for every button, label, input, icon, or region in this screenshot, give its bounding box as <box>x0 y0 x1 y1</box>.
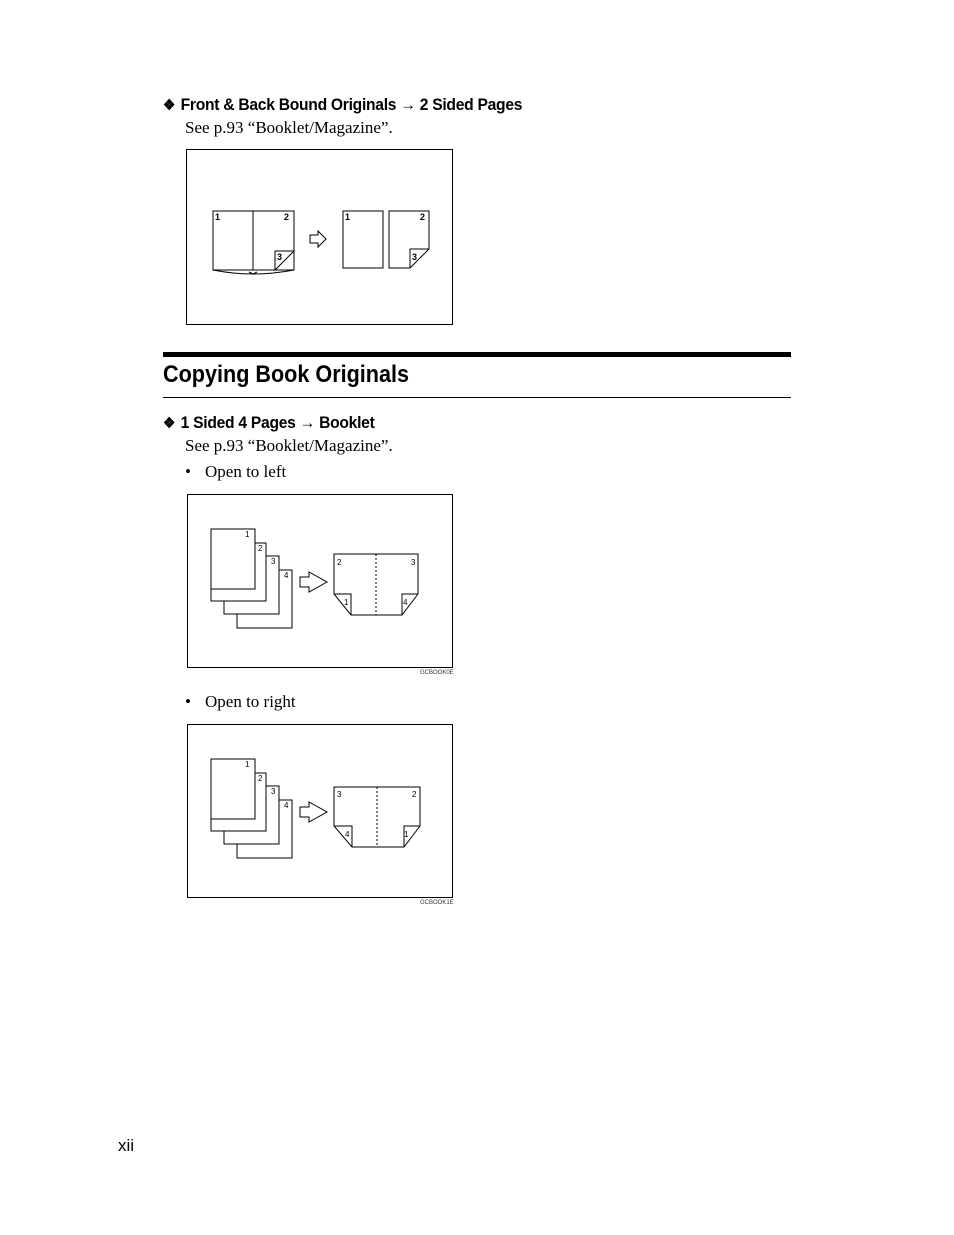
stack-page-4: 4 <box>284 571 289 580</box>
subheading-front-back-bound <box>163 95 522 115</box>
open-right-diagram <box>188 725 452 897</box>
booklet-top-right: 2 <box>412 790 417 799</box>
booklet-bottom-left: 1 <box>344 598 349 607</box>
figure-open-to-right <box>187 724 453 898</box>
bound-original-diagram <box>187 150 452 324</box>
book-right-page-number: 2 <box>284 212 290 222</box>
book-left-page-number: 1 <box>215 212 221 222</box>
bullet-open-to-right <box>185 692 296 712</box>
diamond-bullet-icon: ❖ <box>163 415 176 432</box>
reference-text: See p.93 “Booklet/Magazine”. <box>185 118 393 137</box>
bullet-dot: • <box>185 692 191 711</box>
book-back-page-number: 3 <box>277 252 283 262</box>
diamond-bullet-icon: ❖ <box>163 97 176 114</box>
booklet-top-left: 2 <box>337 558 342 567</box>
booklet-top-left: 3 <box>337 790 342 799</box>
stack-page-1: 1 <box>245 760 250 769</box>
bullet-text: Open to right <box>205 692 296 711</box>
bullet-text: Open to left <box>205 462 287 481</box>
figure-code: GCBOOK0E <box>420 670 454 676</box>
figure-bound-to-2sided <box>186 149 453 325</box>
stack-page-3: 3 <box>271 557 276 566</box>
stack-page-1: 1 <box>245 530 250 539</box>
subheading-text: 1 Sided 4 Pages → Booklet <box>180 413 375 432</box>
booklet-bottom-right: 1 <box>404 830 409 839</box>
figure-open-to-left <box>187 494 453 668</box>
open-left-diagram <box>188 495 452 667</box>
figure-code: GCBOOK1E <box>420 900 454 906</box>
section-title: Copying Book Originals <box>163 361 410 388</box>
stack-page-2: 2 <box>258 774 263 783</box>
stack-page-3: 3 <box>271 787 276 796</box>
output-front-page-number: 1 <box>345 212 351 222</box>
output-back-top-number: 2 <box>420 212 426 222</box>
page-number: xii <box>118 1136 135 1155</box>
stack-page-4: 4 <box>284 801 289 810</box>
subheading-1sided-4pages <box>163 413 375 433</box>
output-back-bottom-number: 3 <box>412 252 418 262</box>
heading-bottom-rule <box>163 397 791 398</box>
heading-top-rule <box>163 352 791 357</box>
bullet-dot: • <box>185 462 191 481</box>
subheading-text: Front & Back Bound Originals → 2 Sided Pages <box>180 95 523 114</box>
reference-text: See p.93 “Booklet/Magazine”. <box>185 436 393 455</box>
booklet-bottom-right: 4 <box>403 598 408 607</box>
bullet-open-to-left <box>185 462 286 482</box>
booklet-top-right: 3 <box>411 558 416 567</box>
booklet-bottom-left: 4 <box>345 830 350 839</box>
stack-page-2: 2 <box>258 544 263 553</box>
